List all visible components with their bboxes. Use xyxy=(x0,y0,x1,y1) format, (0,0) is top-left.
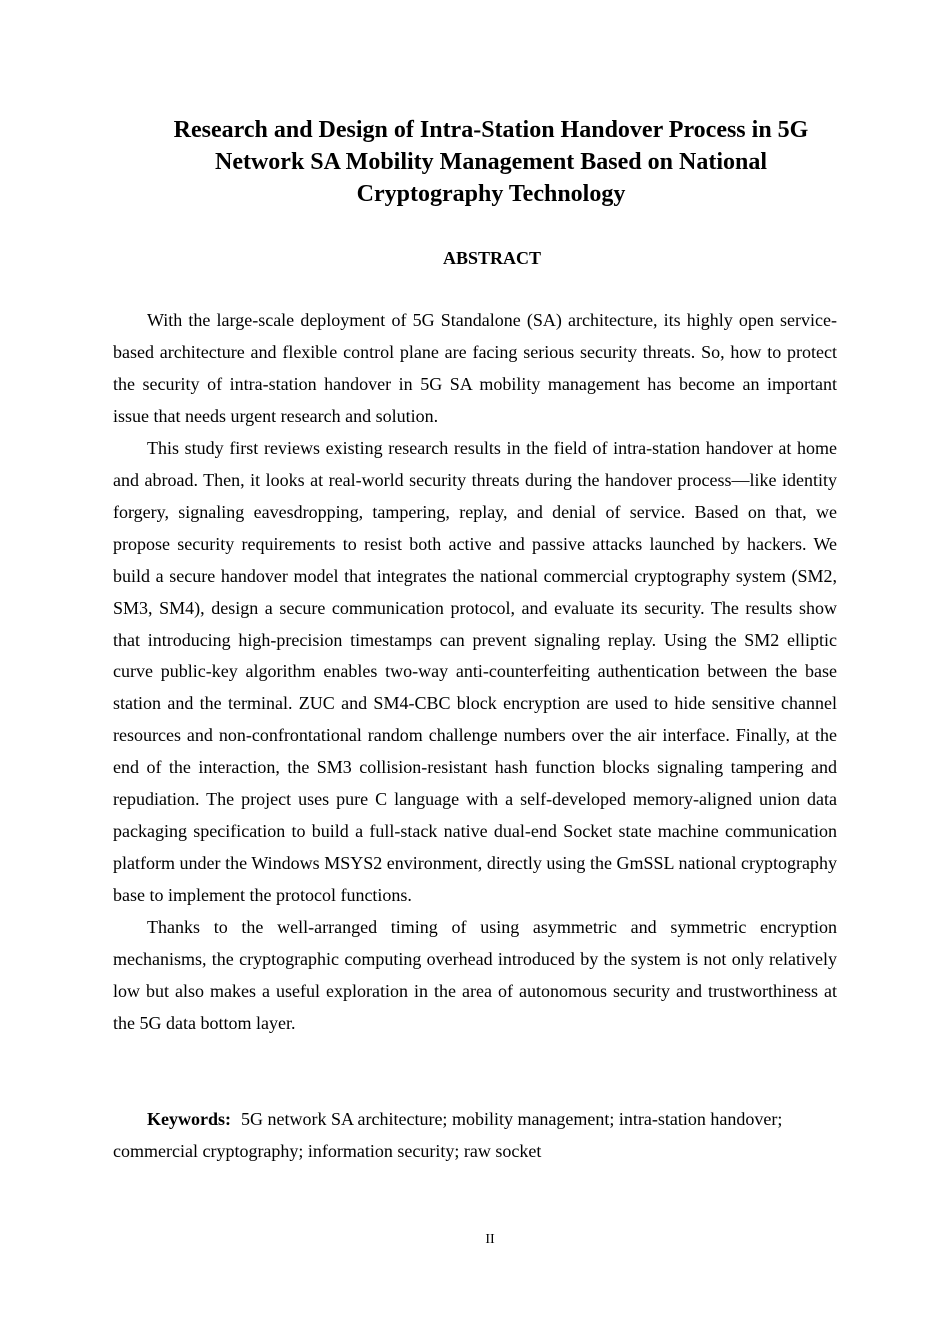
paper-title xyxy=(140,114,842,210)
keywords-text: 5G network SA architecture; mobility management; intra-station handover; commercial cryptography; information security; raw socket xyxy=(113,1109,783,1161)
keywords-label: Keywords: xyxy=(147,1109,231,1129)
keywords xyxy=(113,1103,837,1167)
abstract-paragraph: Thanks to the well-arranged timing of using asymmetric and symmetric encryption mechanisms, the cryptographic computing overhead introduced by the system is not only relatively low but also makes a useful exploration in the area of autonomous security and trustworthiness at the 5G data bottom layer. xyxy=(113,917,837,1033)
title-line: Network SA Mobility Management Based on National xyxy=(215,149,767,175)
abstract-heading: ABSTRACT xyxy=(442,248,542,268)
title-line: Research and Design of Intra-Station Handover Process in 5G xyxy=(173,117,809,143)
page-number: II xyxy=(485,1232,495,1247)
abstract-body xyxy=(113,305,837,1040)
abstract-paragraph: This study first reviews existing research results in the field of intra-station handover at home and abroad. Then, it looks at real-world security threats during the handover process—like identity forgery, signaling eavesdropping, tampering, replay, and denial of service. Based on that, we propose security requirements to resist both active and passive attacks launched by hackers. We build a secure handover model that integrates the national commercial cryptography system (SM2, SM3, SM4), design a secure communication protocol, and evaluate its security. The results show that introducing high-precision timestamps can prevent signaling replay. Using the SM2 elliptic curve public-key algorithm enables two-way anti-counterfeiting authentication between the base station and the terminal. ZUC and SM4-CBC block encryption are used to hide sensitive channel resources and non-confrontational random challenge numbers over the air interface. Finally, at the end of the interaction, the SM3 collision-resistant hash function blocks signaling tampering and repudiation. The project uses pure C language with a self-developed memory-aligned union data packaging specification to build a full-stack native dual-end Socket state machine communication platform under the Windows MSYS2 environment, directly using the GmSSL national cryptography base to implement the protocol functions. xyxy=(113,437,837,906)
abstract-paragraph: With the large-scale deployment of 5G Standalone (SA) architecture, its highly open service-based architecture and flexible control plane are facing serious security threats. So, how to protect the security of intra-station handover in 5G SA mobility management has become an important issue that needs urgent research and solution. xyxy=(113,310,837,426)
title-line: Cryptography Technology xyxy=(356,181,626,207)
